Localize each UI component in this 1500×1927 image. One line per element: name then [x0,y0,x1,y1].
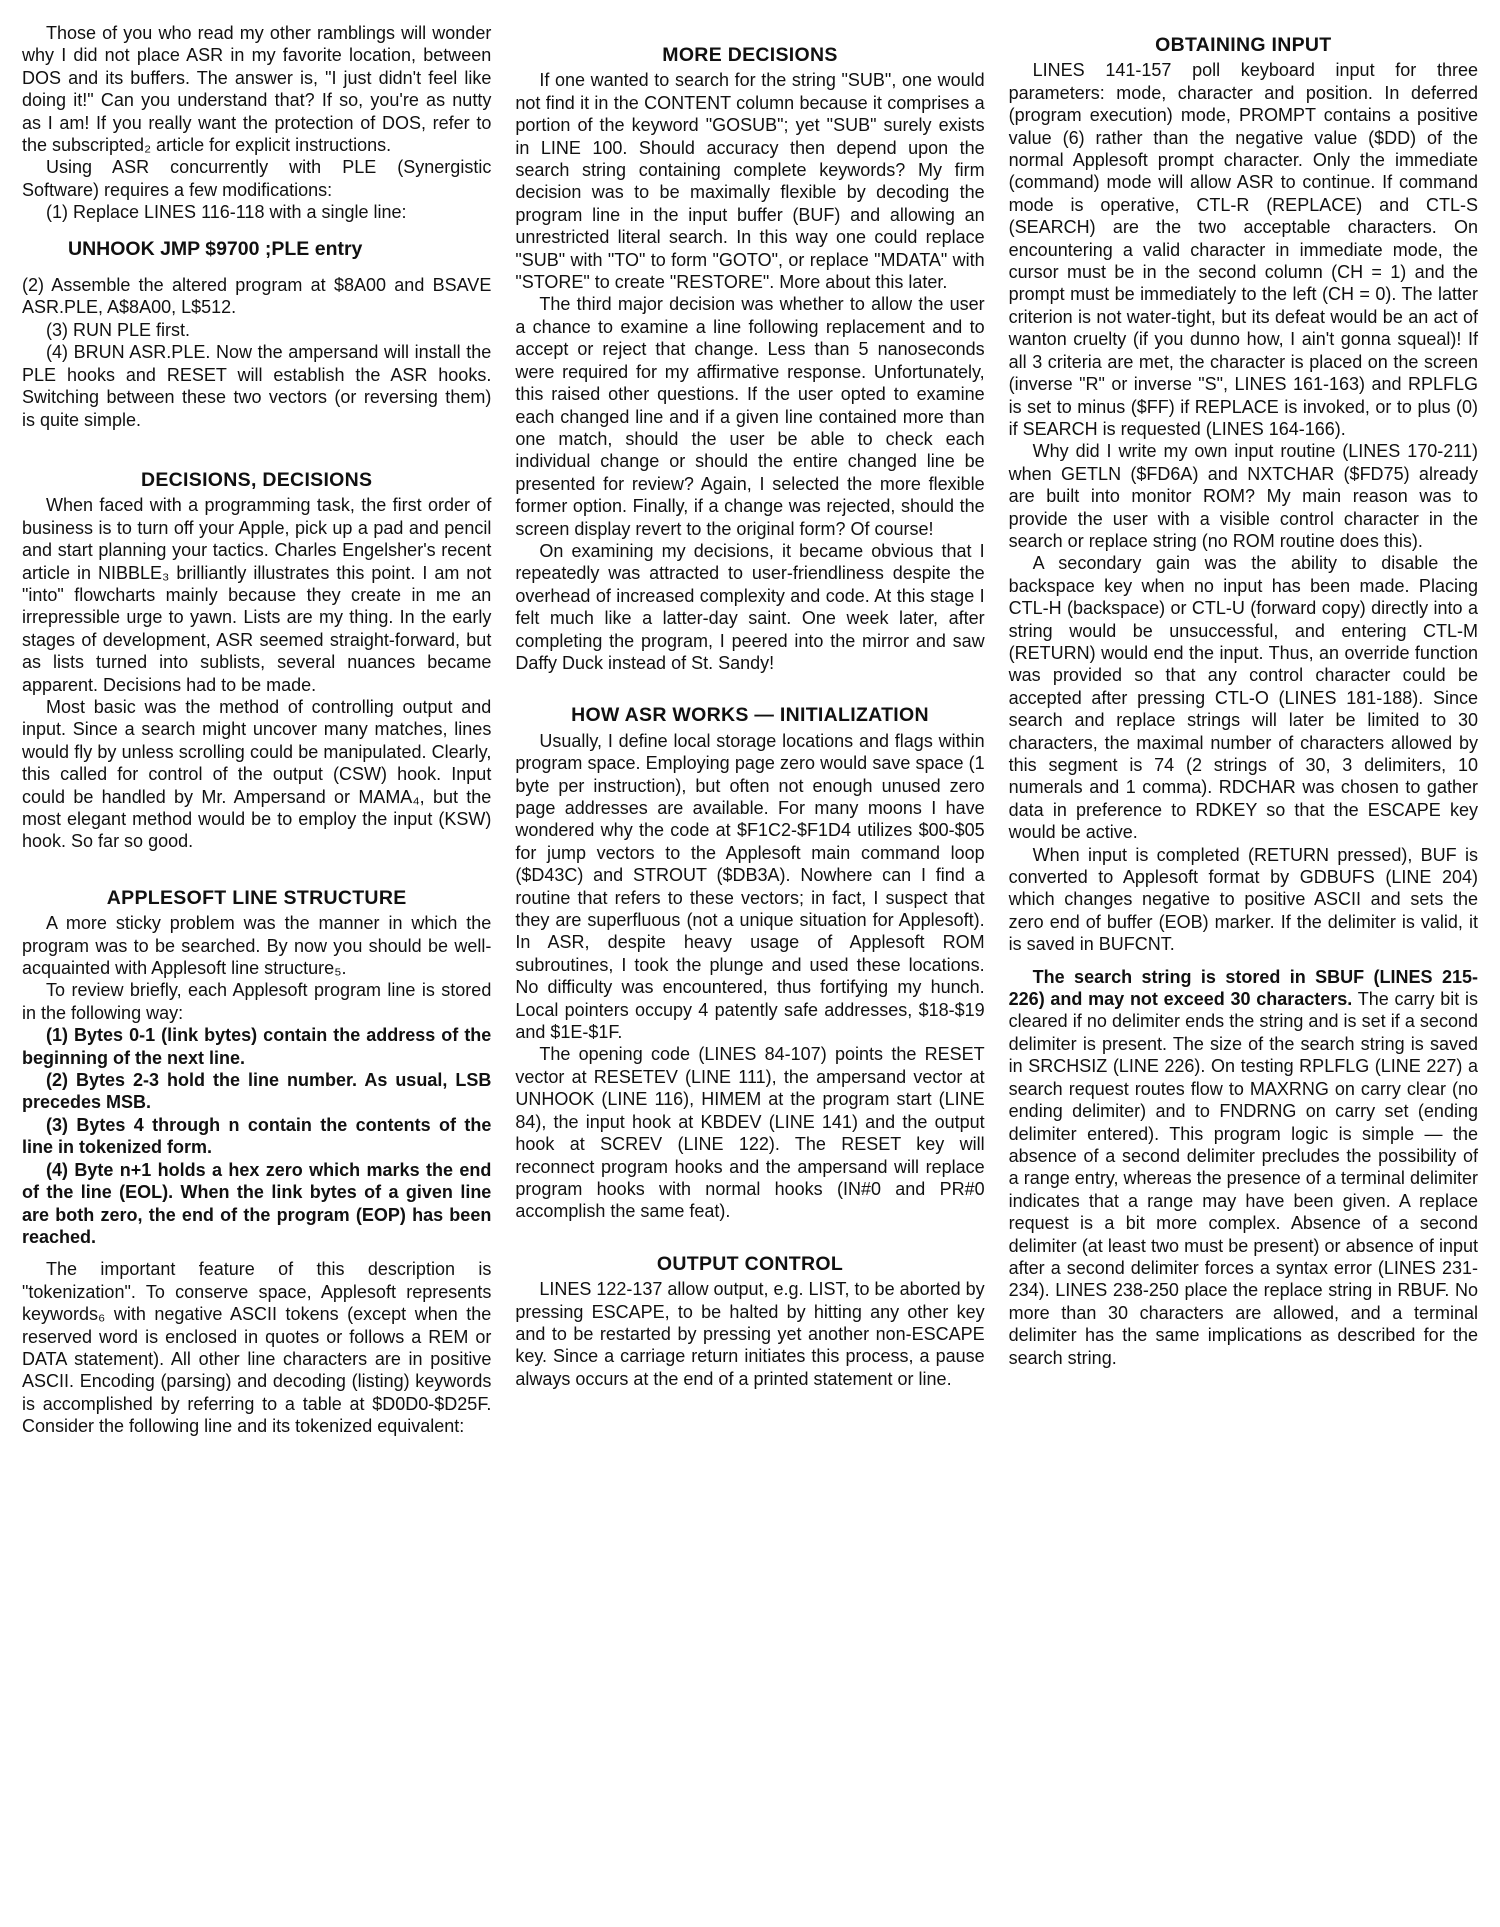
initialization-heading: HOW ASR WORKS — INITIALIZATION [571,704,929,727]
input-paragraph-2: Why did I write my own input routine (LINES 170-211) when GETLN ($FD6A) and NXTCHAR ($FD75) already are built into monitor ROM? My main reason was to provide the user with a visible control character in the search or replace string (no ROM routine does this). [1008,441,1478,551]
more-paragraph-2: The third major decision was whether to allow the user a chance to examine a line following replacement and to accept or reject that change. Less than 5 nanoseconds were required for my affirmative response. Unfortunately, this raised other questions. If the user opted to examine each changed line and if a given line contained more than one match, should the user be able to check each individual change or should the entire changed line be presented for review? Again, I selected the more flexible former option. Finally, if a change was rejected, should the screen display revert to the original form? Of course! [515,294,985,539]
sbuf-paragraph [1009,966,1478,1369]
input-paragraph-4: When input is completed (RETURN pressed), BUF is converted to Applesoft format by GDBUFS (LINE 204) which changes negative to positive ASCII and sets the zero end of buffer (EOB) marker. If the delimiter is valid, it is saved in BUFCNT. [1008,844,1478,955]
byte-item-3: (3) Bytes 4 through n contain the contents of the line in tokenized form. [22,1114,492,1158]
byte-item-1: (1) Bytes 0-1 (link bytes) contain the address of the beginning of the next line. [22,1025,492,1068]
more-decisions-heading: MORE DECISIONS [662,44,838,66]
more-paragraph-1: If one wanted to search for the string "SUB", one would not find it in the CONTENT column because it comprises a portion of the keyword "GOSUB"; yet "SUB" surely exists in LINE 100. Should accuracy then depend upon the search string containing complete keywords? My firm decision was to be maximally flexible by decoding the program line in the input buffer (BUF) and allowing an unrestricted literal search. In this way one could replace "SUB" with "TO" to form "GOTO", or replace "MDATA" with "STORE" to create "RESTORE". More about this later. [515,70,985,293]
structure-paragraph-2: To review briefly, each Applesoft program line is stored in the following way: [22,980,492,1023]
column-middle [515,22,984,1927]
byte-item-2: (2) Bytes 2-3 hold the line number. As usual, LSB precedes MSB. [22,1070,492,1113]
sbuf-rest: The carry bit is cleared if no delimiter ends the string and is set if a second delimiter is present. The size of the search string is saved in SRCHSIZ (LINE 226). On testing RPLFLG (LINE 227) a search request routes flow to MAXRNG on carry clear (no ending delimiter) and to FNDRNG on carry set (ending delimiter entered). This program logic is simple — the absence of a second delimiter precludes the possibility of a range entry, whereas the presence of a terminal delimiter indicates that a range may have been given. A replace request is a bit more complex. Absence of a second delimiter (at least two must be present) or absence of input after a second delimiter forces a syntax error (LINES 231-234). LINES 238-250 place the replace string in RBUF. No more than 30 characters are allowed, and a terminal delimiter has the same implications as described for the search string. [1008,989,1478,1368]
output-control-heading: OUTPUT CONTROL [656,1252,844,1275]
input-paragraph-3: A secondary gain was the ability to disable the backspace key when no input has been made. Placing CTL-H (backspace) or CTL-U (forward copy) directly into a string would be unsuccessful, and entering CTL-M (RETURN) would end the input. Thus, an override function was provided so that any control character could be accepted after pressing CTL-O (LINES 181-188). Since search and replace strings will later be limited to 30 characters, the maximal number of characters allowed by this segment is 74 (2 strings of 30, 3 delimiters, 10 numerals and 1 comma). RDCHAR was chosen to gather data in preference to RDKEY so that the ESCAPE key would be active. [1008,553,1478,843]
more-paragraph-3: On examining my decisions, it became obvious that I repeatedly was attracted to user-friendliness despite the overhead of increased complexity and code. At this stage I felt much like a latter-day saint. One week later, after completing the program, I peered into the mirror and saw Daffy Duck instead of St. Sandy! [515,540,985,673]
column-left [22,22,491,1927]
tokenization-paragraph: The important feature of this description is "tokenization". To conserve space, Applesoft represents keywords₆ with negative ASCII tokens (except when the reserved word is enclosed in quotes or follows a REM or DATA statement). All other line characters are in positive ASCII. Encoding (parsing) and decoding (listing) keywords is accomplished by referring to a table at $D0D0-$D25F. Consider the following line and its tokenized equivalent: [22,1259,492,1437]
structure-paragraph-1: A more sticky problem was the manner in which the program was to be searched. By now you should be well-acquainted with Applesoft line structure₅. [22,913,492,979]
decisions-paragraph-1: When faced with a programming task, the first order of business is to turn off your Apple, pick up a pad and pencil and start planning your tactics. Charles Engelsher's recent article in NIBBLE₃ brilliantly illustrates this point. I am not "into" flowcharts mainly because they create in me an irrepressible urge to yawn. Lists are my thing. In the early stages of development, ASR seemed straight-forward, but as lists turned into sublists, several nuances became apparent. Decisions had to be made. [22,495,492,695]
decisions-heading: DECISIONS, DECISIONS [140,468,373,491]
output-paragraph: LINES 122-137 allow output, e.g. LIST, to be aborted by pressing ESCAPE, to be halted by hitting any other key and to be restarted by pressing yet another non-ESCAPE key. Since a carriage return initiates this process, a pause always occurs at the end of a printed statement or line. [515,1279,985,1389]
step-4: (4) BRUN ASR.PLE. Now the ampersand will install the PLE hooks and RESET will establish the ASR hooks. Switching between these two vectors (or reversing them) is quite simple. [22,342,492,430]
step-3: (3) RUN PLE first. [46,319,191,340]
structure-heading: APPLESOFT LINE STRUCTURE [106,886,407,909]
obtaining-input-heading: OBTAINING INPUT [1155,34,1332,56]
byte-item-4: (4) Byte n+1 holds a hex zero which marks the end of the line (EOL). When the link bytes of a given line are both zero, the end of the program (EOP) has been reached. [22,1159,492,1247]
column-right [1009,22,1478,1927]
init-paragraph-1: Usually, I define local storage locations and flags within program space. Employing page zero would save space (1 byte per instruction), but often not enough unused zero page addresses are available. For many moons I have wondered why the code at $F1C2-$F1D4 utilizes $00-$05 for jump vectors to the Applesoft main command loop ($D43C) and STROUT ($DB3A). Nowhere can I find a routine that refers to these vectors; in fact, I suspect that they are superfluous (not a unique situation for Applesoft). In ASR, despite heavy usage of Applesoft ROM subroutines, I took the plunge and used these locations. No difficulty was encountered, thus fortifying my hunch. Local pointers occupy 4 patently safe addresses, $18-$19 and $1E-$1F. [515,730,985,1043]
ple-paragraph: Using ASR concurrently with PLE (Synergistic Software) requires a few modifications: [22,157,492,200]
intro-paragraph: Those of you who read my other ramblings will wonder why I did not place ASR in my favorite location, between DOS and its buffers. The answer is, "I just didn't feel like doing it!" Can you understand that? If so, you're as nutty as I am! If you really want the protection of DOS, refer to the subscripted₂ article for explicit instructions. [22,23,492,156]
byte-list [22,1024,491,1248]
input-paragraph-1: LINES 141-157 poll keyboard input for three parameters: mode, character and position. In deferred (program execution) mode, PROMPT contains a positive value (6) rather than the negative value ($DD) of the normal Applesoft prompt character. Only the immediate (command) mode will allow ASR to continue. If command mode is operative, CTL-R (REPLACE) and CTL-S (SEARCH) are the two acceptable characters. On encountering a valid character in immediate mode, the cursor must be in the second column (CH = 1) and the prompt must be immediately to the left (CH = 0). The latter criterion is not water-tight, but its defeat would be an act of wanton cruelty (if you dunno how, I ain't gonna squeal)! If all 3 criteria are met, the character is placed on the screen (inverse "R" or inverse "S", LINES 161-163) and RPLFLG is set to minus ($FF) if REPLACE is invoked, or to plus (0) if SEARCH is requested (LINES 164-166). [1008,60,1478,439]
step-1: (1) Replace LINES 116-118 with a single line: [46,202,407,223]
code-line: UNHOOK JMP $9700 ;PLE entry [68,237,363,260]
step-2: (2) Assemble the altered program at $8A00 and BSAVE ASR.PLE, A$8A00, L$512. [22,275,492,318]
init-paragraph-2: The opening code (LINES 84-107) points the RESET vector at RESETEV (LINE 111), the ampersand vector at UNHOOK (LINE 116), HIMEM at the program start (LINE 84), the input hook at KBDEV (LINE 141) and the output hook at SCREV (LINE 122). The RESET key will reconnect program hooks and the ampersand will replace program hooks with normal hooks (IN#0 and PR#0 accomplish the same feat). [515,1044,985,1222]
decisions-paragraph-2: Most basic was the method of controlling output and input. Since a search might uncover many matches, lines would fly by unless scrolling could be manipulated. Clearly, this called for control of the output (CSW) hook. Input could be handled by Mr. Ampersand or MAMA₄, but the most elegant method would be to employ the input (KSW) hook. So far so good. [22,696,492,852]
sbuf-bold-lead: The search string is stored in SBUF (LINES 215-226) and may not exceed 30 characters. [1008,966,1478,1010]
